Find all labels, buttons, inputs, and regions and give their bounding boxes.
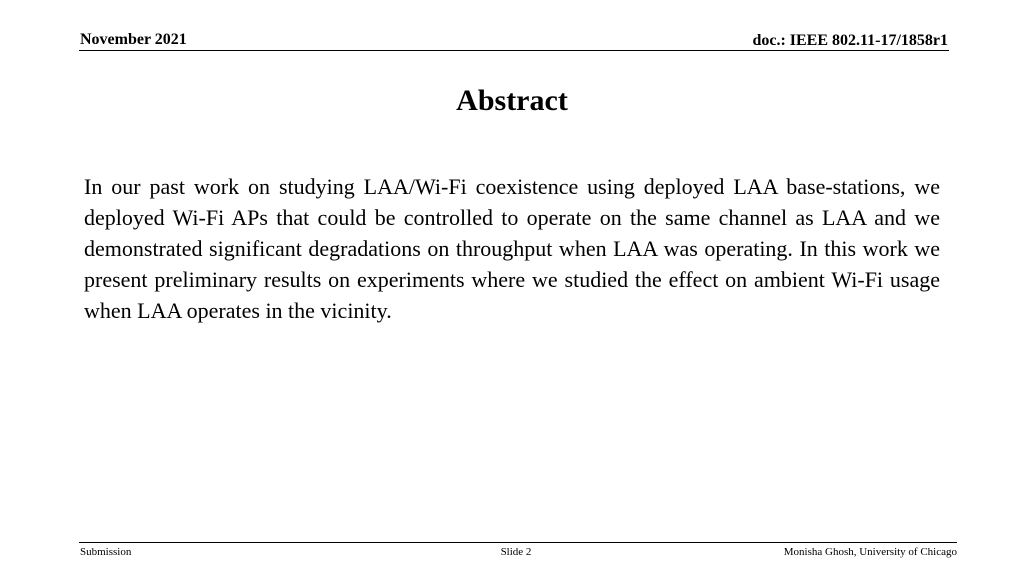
footer-slide-number: Slide 2 bbox=[500, 546, 532, 558]
abstract-body: In our past work on studying LAA/Wi-Fi coexistence using deployed LAA base-stations, we deployed Wi-Fi APs that could be controlled to operate on the same channel as LAA and we demonstrated significant degradations on throughput when LAA was operating. In this work we present preliminary results on experiments where we studied the effect on ambient Wi-Fi usage when LAA operates in the vicinity. bbox=[84, 174, 940, 323]
footer-divider bbox=[79, 542, 957, 543]
footer-author: Monisha Ghosh, University of Chicago bbox=[783, 546, 957, 558]
header-date: November 2021 bbox=[80, 31, 187, 48]
slide-title: Abstract bbox=[456, 84, 568, 117]
header-divider bbox=[79, 50, 949, 51]
header-doc-id: doc.: IEEE 802.11-17/1858r1 bbox=[752, 32, 948, 49]
footer-submission: Submission bbox=[80, 546, 132, 558]
